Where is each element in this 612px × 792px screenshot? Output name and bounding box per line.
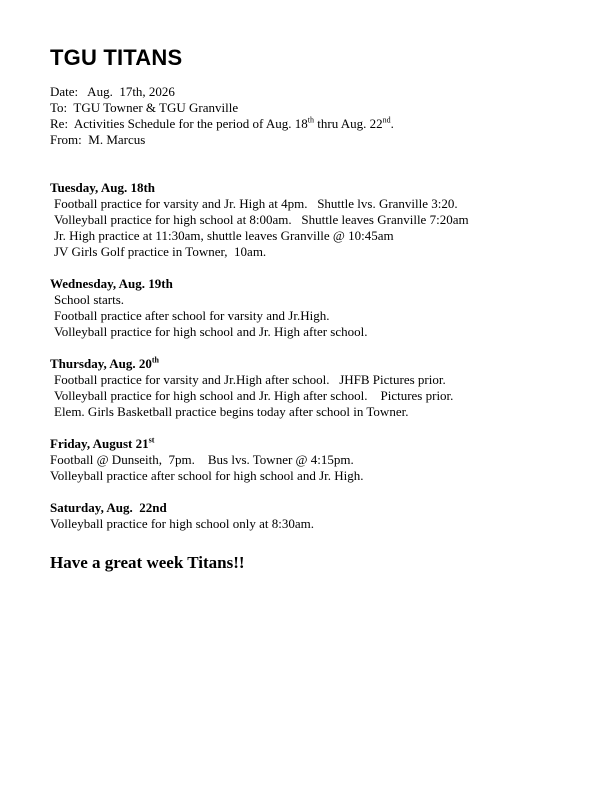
schedule bbox=[50, 180, 590, 548]
day-section bbox=[50, 436, 590, 484]
schedule-line: Jr. High practice at 11:30am, shuttle leaves Granville @ 10:45am bbox=[54, 228, 394, 243]
day-heading-text: Saturday, Aug. 22nd bbox=[50, 500, 167, 515]
day-heading bbox=[50, 500, 590, 516]
schedule-line: Volleyball practice after school for high school and Jr. High. bbox=[50, 468, 364, 483]
schedule-line: Volleyball practice for high school only at 8:30am. bbox=[50, 516, 315, 531]
memo-re-suffix: . bbox=[390, 116, 394, 131]
schedule-line: Football practice for varsity and Jr. High at 4pm. Shuttle lvs. Granville 3:20. bbox=[54, 196, 458, 211]
day-section bbox=[50, 276, 590, 340]
schedule-line: Volleyball practice for high school at 8:00am. Shuttle leaves Granville 7:20am bbox=[54, 212, 469, 227]
schedule-line: Volleyball practice for high school and Jr. High after school. Pictures prior. bbox=[54, 388, 454, 403]
memo-re-prefix: Re: Activities Schedule for the period of Aug. 18 bbox=[50, 116, 308, 131]
day-heading-sup: st bbox=[148, 435, 155, 445]
memo-re-sup-1: th bbox=[307, 115, 315, 125]
closing-message: Have a great week Titans!! bbox=[50, 553, 245, 572]
day-heading-text: Thursday, Aug. 20 bbox=[50, 356, 152, 371]
schedule-line: Football practice for varsity and Jr.High after school. JHFB Pictures prior. bbox=[54, 372, 446, 387]
day-heading bbox=[50, 436, 590, 452]
schedule-line: Volleyball practice for high school and Jr. High after school. bbox=[54, 324, 368, 339]
page-title: TGU TITANS bbox=[50, 45, 183, 70]
day-section bbox=[50, 500, 590, 532]
schedule-line: JV Girls Golf practice in Towner, 10am. bbox=[54, 244, 267, 259]
schedule-line: Elem. Girls Basketball practice begins today after school in Towner. bbox=[54, 404, 409, 419]
memo-date: Date: Aug. 17th, 2026 bbox=[50, 84, 175, 99]
memo-re-middle: thru Aug. 22 bbox=[314, 116, 383, 131]
day-heading bbox=[50, 180, 590, 196]
memo-from: From: M. Marcus bbox=[50, 132, 146, 147]
schedule-line: Football @ Dunseith, 7pm. Bus lvs. Towner @ 4:15pm. bbox=[50, 452, 354, 467]
day-heading bbox=[50, 356, 590, 372]
schedule-line: School starts. bbox=[54, 292, 125, 307]
day-section bbox=[50, 356, 590, 420]
day-section bbox=[50, 180, 590, 260]
day-heading-text: Wednesday, Aug. 19th bbox=[50, 276, 173, 291]
memo-header bbox=[50, 84, 394, 148]
day-heading-text: Tuesday, Aug. 18th bbox=[50, 180, 156, 195]
day-heading-text: Friday, August 21 bbox=[50, 436, 149, 451]
day-heading bbox=[50, 276, 590, 292]
day-heading-sup: th bbox=[151, 355, 159, 365]
memo-re-sup-2: nd bbox=[382, 115, 391, 125]
memo-to: To: TGU Towner & TGU Granville bbox=[50, 100, 239, 115]
memo-re bbox=[50, 116, 394, 132]
schedule-line: Football practice after school for varsity and Jr.High. bbox=[54, 308, 330, 323]
